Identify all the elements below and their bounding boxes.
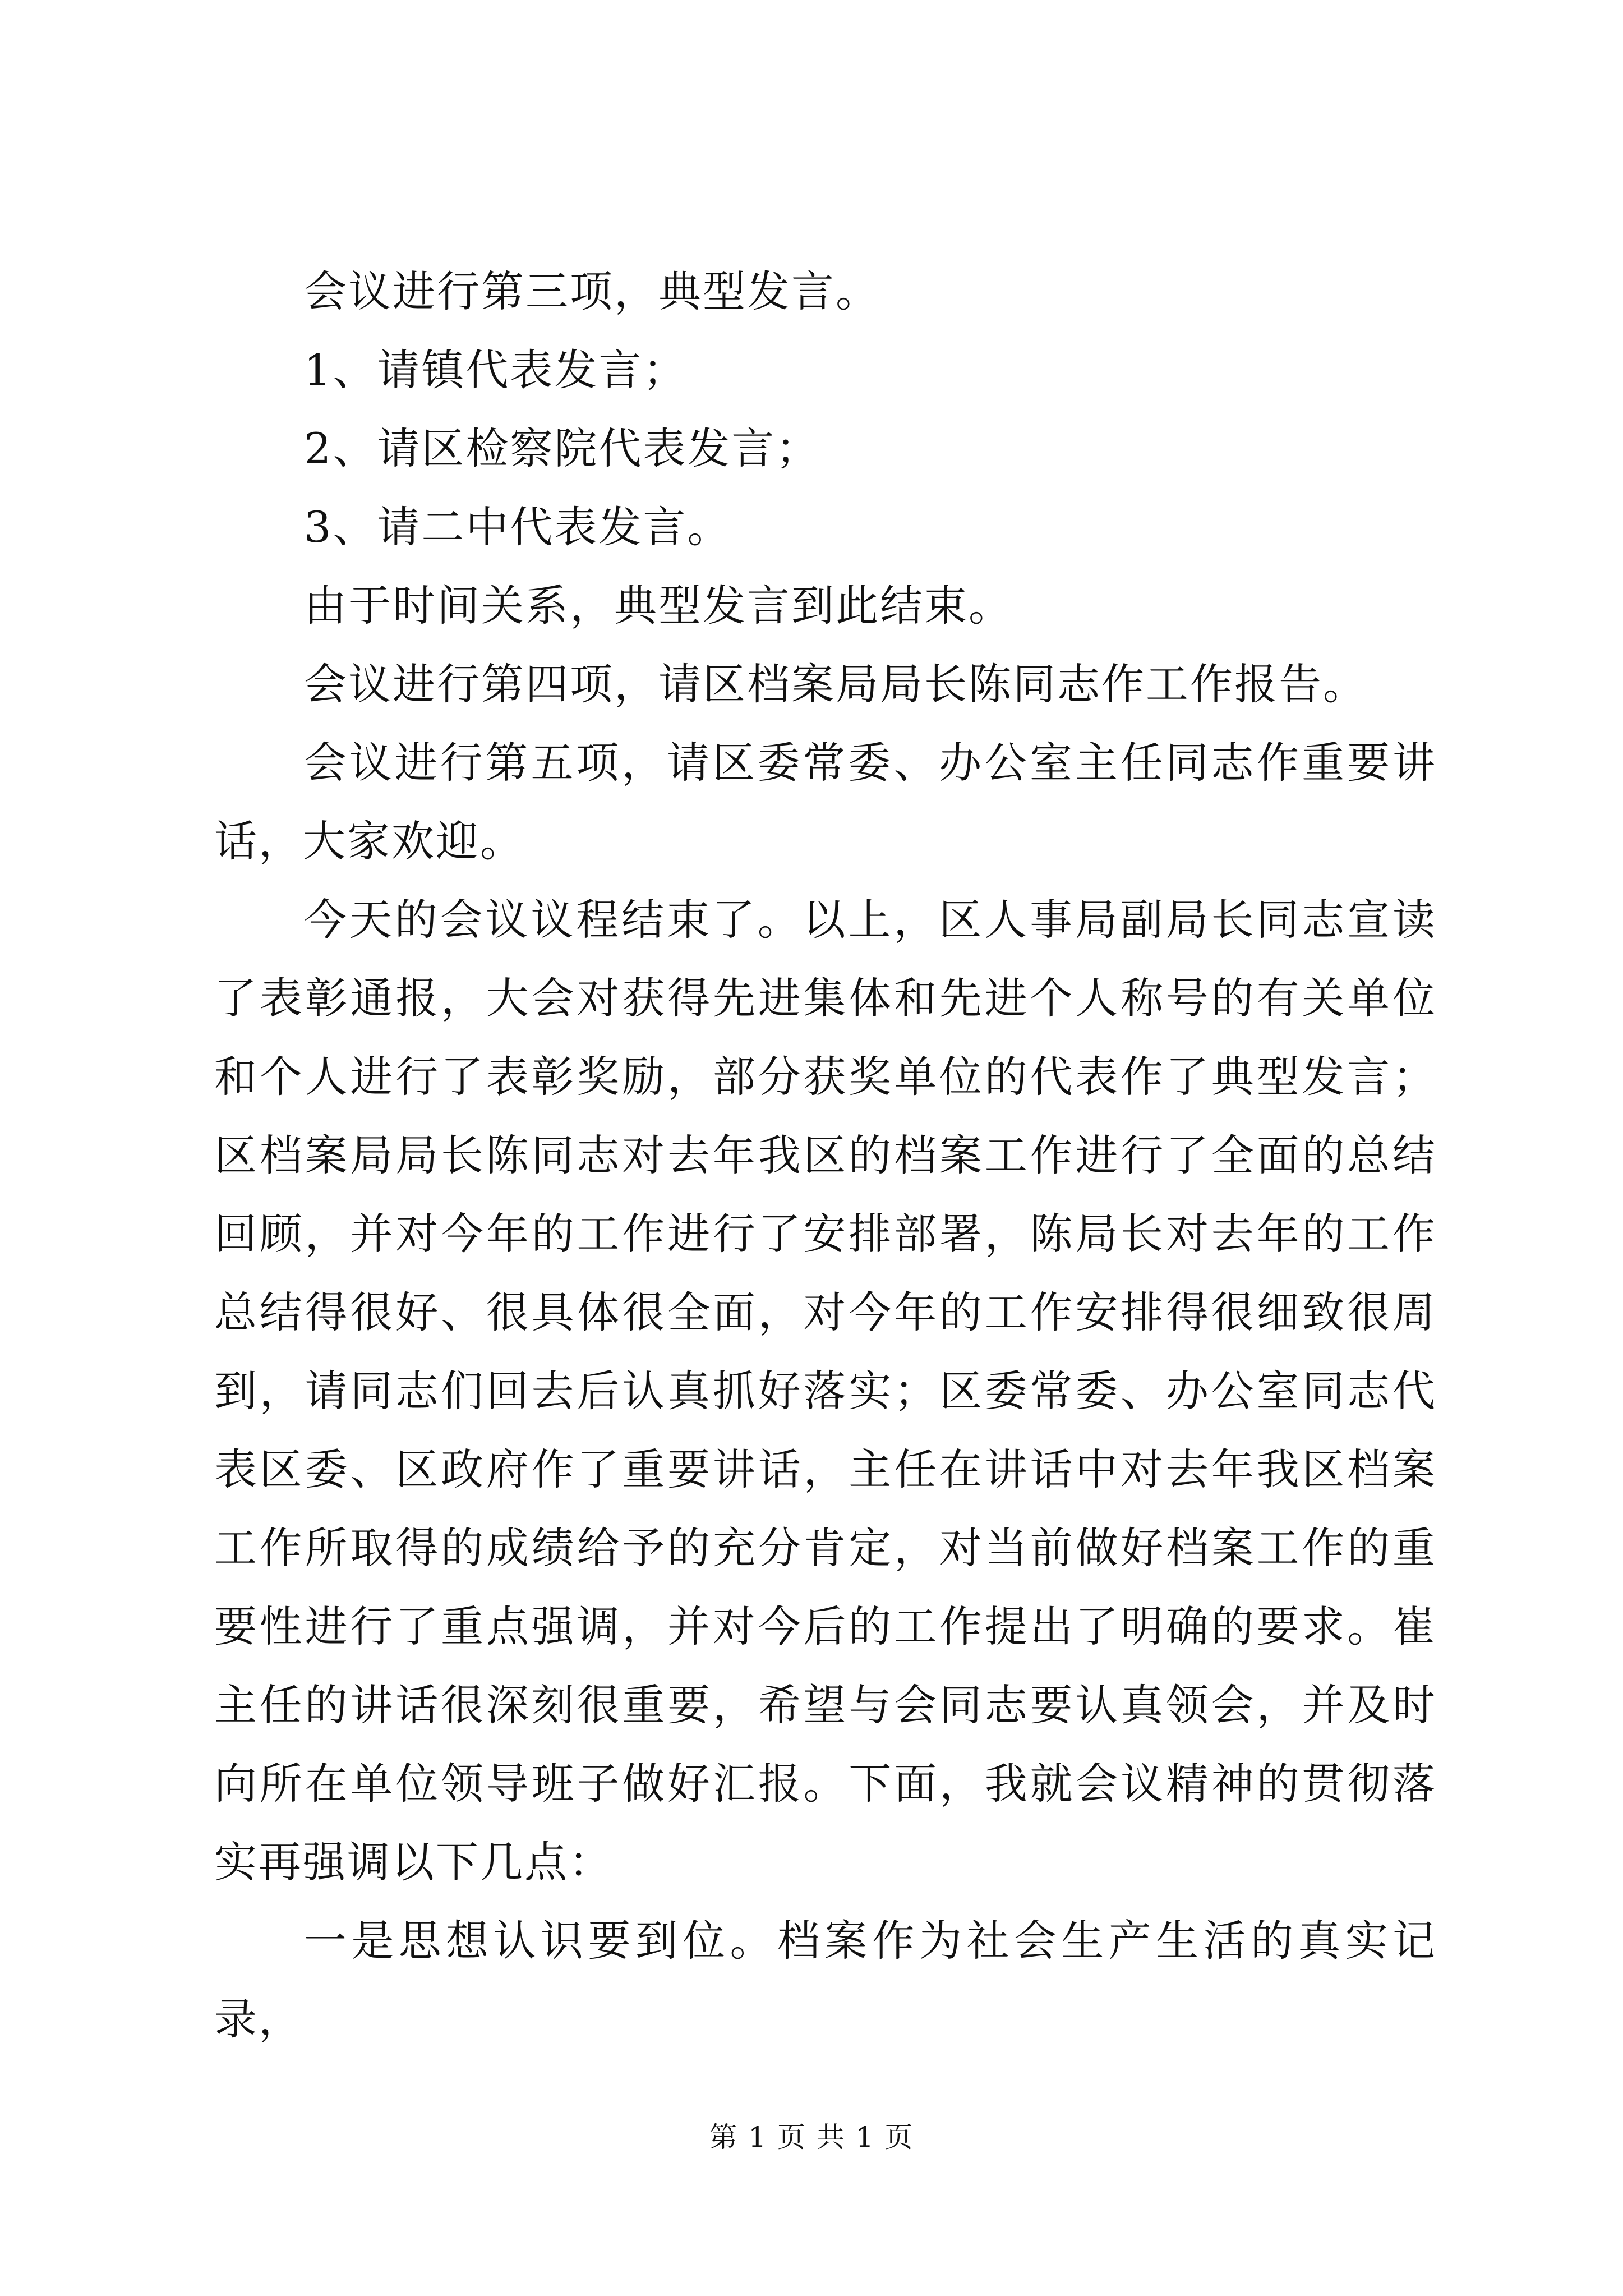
- paragraph-speeches-end: 由于时间关系，典型发言到此结束。: [304, 581, 1013, 631]
- document-body: [214, 252, 1437, 2059]
- paragraph-speaker-2: 2、请区检察院代表发言；: [304, 424, 820, 473]
- paragraph-speaker-1: 1、请镇代表发言；: [304, 345, 688, 395]
- paragraph-speaker-3: 3、请二中代表发言。: [304, 502, 732, 552]
- paragraph-agenda-item-5: 会议进行第五项，请区委常委、办公室主任同志作重要讲话，大家欢迎。: [214, 738, 1437, 866]
- paragraph-agenda-item-3: 会议进行第三项，典型发言。: [304, 266, 880, 316]
- page-footer: 第 1 页 共 1 页: [709, 2121, 914, 2154]
- paragraph-agenda-item-4: 会议进行第四项，请区档案局局长陈同志作工作报告。: [304, 659, 1367, 709]
- paragraph-meeting-summary: 今天的会议议程结束了。以上，区人事局副局长同志宣读了表彰通报，大会对获得先进集体和先进个人称号的有关单位和个人进行了表彰奖励，部分获奖单位的代表作了典型发言；区档案局局长陈同志对去年我区的档案工作进行了全面的总结回顾，并对今年的工作进行了安排部署，陈局长对去年的工作总结得很好、很具体很全面，对今年的工作安排得很细致很周到，请同志们回去后认真抓好落实；区委常委、办公室同志代表区委、区政府作了重要讲话，主任在讲话中对去年我区档案工作所取得的成绩给予的充分肯定，对当前做好档案工作的重要性进行了重点强调，并对今后的工作提出了明确的要求。崔主任的讲话很深刻很重要，希望与会同志要认真领会，并及时向所在单位领导班子做好汇报。下面，我就会议精神的贯彻落实再强调以下几点：: [214, 895, 1437, 1887]
- paragraph-point-one: 一是思想认识要到位。档案作为社会生产生活的真实记录，: [214, 1916, 1437, 2044]
